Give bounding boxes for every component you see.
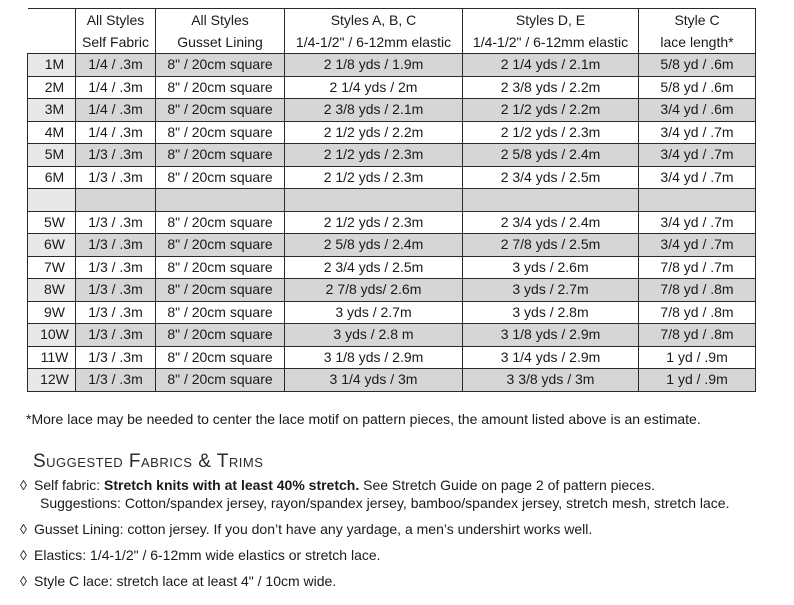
self-fabric-cell: 1/3 / .3m [76, 279, 156, 302]
size-cell: 2M [28, 76, 76, 99]
yardage-table [27, 8, 756, 392]
table-row [28, 144, 756, 167]
styles-de-cell: 3 1/8 yds / 2.9m [463, 324, 639, 347]
trim-suggestions [20, 494, 729, 512]
table-row [28, 369, 756, 392]
table-row [28, 54, 756, 77]
styles-abc-cell: 2 5/8 yds / 2.4m [285, 234, 463, 257]
size-cell: 5W [28, 211, 76, 234]
header-styles-abc-sub: 1/4-1/2" / 6-12mm elastic [285, 31, 463, 54]
style-c-lace-cell: 5/8 yd / .6m [639, 76, 756, 99]
table-row [28, 121, 756, 144]
gusset-cell [156, 189, 285, 212]
footnote: *More lace may be needed to center the lace motif on pattern pieces, the amount listed above is an estimate. [26, 411, 701, 427]
header-gusset-sub: Gusset Lining [156, 31, 285, 54]
styles-de-cell: 2 5/8 yds / 2.4m [463, 144, 639, 167]
table-row [28, 256, 756, 279]
table-row [28, 324, 756, 347]
styles-abc-cell: 3 1/8 yds / 2.9m [285, 346, 463, 369]
table-row [28, 301, 756, 324]
gusset-text: Gusset Lining: cotton jersey. If you don’t have any yardage, a men’s undershirt works well. [34, 521, 593, 537]
gusset-cell: 8" / 20cm square [156, 234, 285, 257]
self-fabric-cell: 1/3 / .3m [76, 144, 156, 167]
styles-abc-cell: 2 1/8 yds / 1.9m [285, 54, 463, 77]
style-c-lace-cell [639, 189, 756, 212]
self-fabric-cell: 1/4 / .3m [76, 54, 156, 77]
style-c-lace-cell: 3/4 yd / .7m [639, 144, 756, 167]
trim-gusset [20, 520, 729, 538]
lace-text: Style C lace: stretch lace at least 4" / 10cm wide. [34, 573, 337, 589]
styles-de-cell: 2 1/2 yds / 2.3m [463, 121, 639, 144]
self-fabric-cell: 1/3 / .3m [76, 211, 156, 234]
style-c-lace-cell: 3/4 yd / .7m [639, 211, 756, 234]
style-c-lace-cell: 7/8 yd / .8m [639, 324, 756, 347]
size-cell [28, 189, 76, 212]
size-cell: 11W [28, 346, 76, 369]
header-styles-abc: Styles A, B, C [285, 9, 463, 32]
self-fabric-bold: Stretch knits with at least 40% stretch. [104, 477, 360, 493]
corner-cell [28, 9, 76, 32]
styles-de-cell: 2 1/2 yds / 2.2m [463, 99, 639, 122]
styles-abc-cell: 2 1/2 yds / 2.3m [285, 144, 463, 167]
styles-de-cell: 2 1/4 yds / 2.1m [463, 54, 639, 77]
trim-lace [20, 572, 729, 590]
styles-de-cell: 3 yds / 2.8m [463, 301, 639, 324]
style-c-lace-cell: 3/4 yd / .7m [639, 121, 756, 144]
styles-de-cell: 3 3/8 yds / 3m [463, 369, 639, 392]
size-cell: 4M [28, 121, 76, 144]
style-c-lace-cell: 1 yd / .9m [639, 346, 756, 369]
table-spacer-row [28, 189, 756, 212]
styles-abc-cell: 2 7/8 yds/ 2.6m [285, 279, 463, 302]
styles-abc-cell: 2 1/4 yds / 2m [285, 76, 463, 99]
self-fabric-cell: 1/4 / .3m [76, 121, 156, 144]
gusset-cell: 8" / 20cm square [156, 346, 285, 369]
table-row [28, 76, 756, 99]
gusset-cell: 8" / 20cm square [156, 121, 285, 144]
size-cell: 3M [28, 99, 76, 122]
styles-de-cell: 3 yds / 2.7m [463, 279, 639, 302]
style-c-lace-cell: 3/4 yd / .6m [639, 99, 756, 122]
diamond-bullet-icon: ◊ [20, 477, 27, 493]
self-fabric-cell: 1/3 / .3m [76, 301, 156, 324]
table-body [28, 54, 756, 392]
styles-abc-cell: 3 yds / 2.7m [285, 301, 463, 324]
style-c-lace-cell: 5/8 yd / .6m [639, 54, 756, 77]
self-fabric-cell: 1/4 / .3m [76, 76, 156, 99]
corner-cell [28, 31, 76, 54]
styles-abc-cell: 2 3/8 yds / 2.1m [285, 99, 463, 122]
self-fabric-cell: 1/4 / .3m [76, 99, 156, 122]
gusset-cell: 8" / 20cm square [156, 76, 285, 99]
size-cell: 8W [28, 279, 76, 302]
table-row [28, 99, 756, 122]
diamond-bullet-icon: ◊ [20, 573, 27, 589]
header-style-c: Style C [639, 9, 756, 32]
self-fabric-label: Self fabric: [34, 477, 105, 493]
table-row [28, 166, 756, 189]
size-cell: 9W [28, 301, 76, 324]
gusset-cell: 8" / 20cm square [156, 166, 285, 189]
diamond-bullet-icon: ◊ [20, 547, 27, 563]
size-cell: 6M [28, 166, 76, 189]
styles-abc-cell: 2 1/2 yds / 2.3m [285, 211, 463, 234]
style-c-lace-cell: 7/8 yd / .8m [639, 301, 756, 324]
self-fabric-cell: 1/3 / .3m [76, 369, 156, 392]
styles-de-cell: 3 yds / 2.6m [463, 256, 639, 279]
header-style-c-sub: lace length* [639, 31, 756, 54]
self-fabric-rest: See Stretch Guide on page 2 of pattern pieces. [359, 477, 655, 493]
size-cell: 12W [28, 369, 76, 392]
styles-abc-cell [285, 189, 463, 212]
size-cell: 6W [28, 234, 76, 257]
size-cell: 7W [28, 256, 76, 279]
styles-abc-cell: 3 1/4 yds / 3m [285, 369, 463, 392]
header-styles-de-sub: 1/4-1/2" / 6-12mm elastic [463, 31, 639, 54]
style-c-lace-cell: 3/4 yd / .7m [639, 166, 756, 189]
styles-abc-cell: 2 1/2 yds / 2.2m [285, 121, 463, 144]
gusset-cell: 8" / 20cm square [156, 301, 285, 324]
style-c-lace-cell: 3/4 yd / .7m [639, 234, 756, 257]
table-row [28, 211, 756, 234]
styles-de-cell: 2 7/8 yds / 2.5m [463, 234, 639, 257]
size-cell: 5M [28, 144, 76, 167]
styles-de-cell: 3 1/4 yds / 2.9m [463, 346, 639, 369]
table-row [28, 279, 756, 302]
header-row-2 [28, 31, 756, 54]
trims-list [20, 476, 729, 590]
header-gusset: All Styles [156, 9, 285, 32]
suggestions-text: Suggestions: Cotton/spandex jersey, rayon/spandex jersey, bamboo/spandex jersey, stretch mesh, stretch lace. [40, 495, 730, 511]
self-fabric-cell: 1/3 / .3m [76, 256, 156, 279]
gusset-cell: 8" / 20cm square [156, 144, 285, 167]
gusset-cell: 8" / 20cm square [156, 279, 285, 302]
styles-abc-cell: 2 3/4 yds / 2.5m [285, 256, 463, 279]
section-title: Suggested Fabrics & Trims [33, 451, 264, 472]
gusset-cell: 8" / 20cm square [156, 54, 285, 77]
style-c-lace-cell: 7/8 yd / .8m [639, 279, 756, 302]
style-c-lace-cell: 1 yd / .9m [639, 369, 756, 392]
elastics-text: Elastics: 1/4-1/2" / 6-12mm wide elastics or stretch lace. [34, 547, 381, 563]
header-styles-de: Styles D, E [463, 9, 639, 32]
self-fabric-cell: 1/3 / .3m [76, 166, 156, 189]
self-fabric-cell: 1/3 / .3m [76, 234, 156, 257]
gusset-cell: 8" / 20cm square [156, 324, 285, 347]
self-fabric-cell [76, 189, 156, 212]
size-cell: 1M [28, 54, 76, 77]
size-cell: 10W [28, 324, 76, 347]
diamond-bullet-icon: ◊ [20, 521, 27, 537]
table-row [28, 234, 756, 257]
styles-abc-cell: 3 yds / 2.8 m [285, 324, 463, 347]
header-self-fabric-sub: Self Fabric [76, 31, 156, 54]
header-row-1 [28, 9, 756, 32]
header-self-fabric: All Styles [76, 9, 156, 32]
styles-de-cell [463, 189, 639, 212]
gusset-cell: 8" / 20cm square [156, 211, 285, 234]
table-row [28, 346, 756, 369]
self-fabric-cell: 1/3 / .3m [76, 324, 156, 347]
self-fabric-cell: 1/3 / .3m [76, 346, 156, 369]
gusset-cell: 8" / 20cm square [156, 99, 285, 122]
trim-self-fabric [20, 476, 729, 494]
styles-abc-cell: 2 1/2 yds / 2.3m [285, 166, 463, 189]
styles-de-cell: 2 3/4 yds / 2.5m [463, 166, 639, 189]
trim-elastics [20, 546, 729, 564]
styles-de-cell: 2 3/8 yds / 2.2m [463, 76, 639, 99]
gusset-cell: 8" / 20cm square [156, 256, 285, 279]
style-c-lace-cell: 7/8 yd / .7m [639, 256, 756, 279]
styles-de-cell: 2 3/4 yds / 2.4m [463, 211, 639, 234]
gusset-cell: 8" / 20cm square [156, 369, 285, 392]
